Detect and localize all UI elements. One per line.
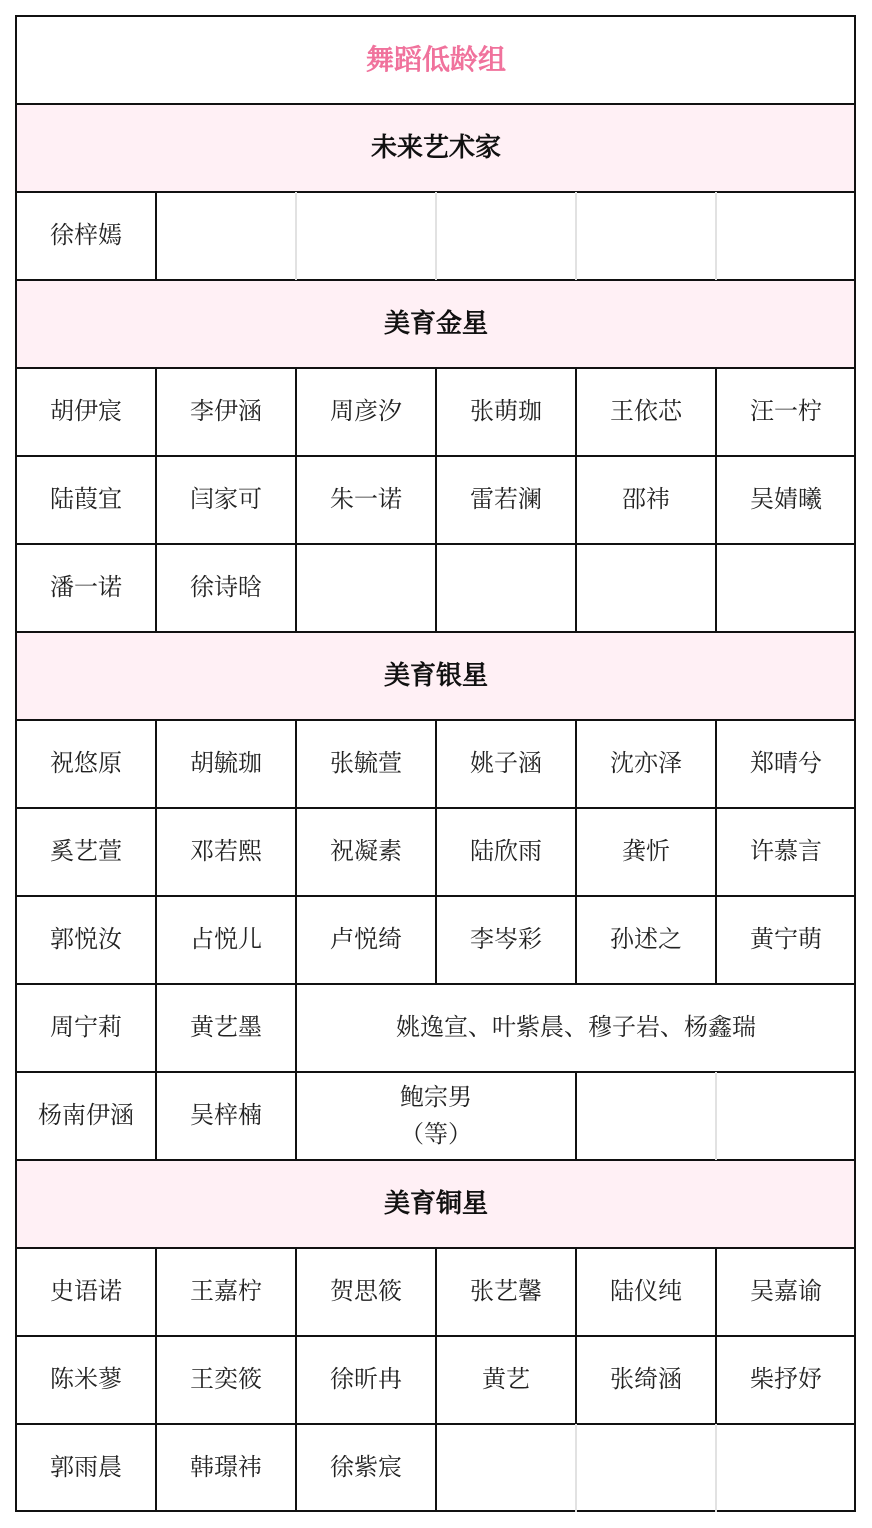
name-cell: 张绮涵	[610, 1365, 682, 1394]
grid-line	[575, 368, 577, 632]
name-cell: 奚艺萱	[50, 837, 122, 866]
grid-line	[854, 15, 856, 1512]
name-cell	[296, 192, 436, 280]
name-cell: 姚子涵	[470, 749, 542, 778]
name-cell	[576, 544, 716, 632]
grid-line	[575, 1072, 577, 1160]
name-cell: 邵祎	[622, 485, 670, 514]
grid-line	[155, 1248, 157, 1512]
merged-name-cell	[296, 1072, 576, 1160]
section-title-silver-star: 美育银星	[16, 632, 856, 720]
grid-line	[715, 1424, 717, 1512]
name-cell	[716, 1424, 856, 1512]
name-cell	[716, 192, 856, 280]
grid-line	[295, 1248, 297, 1512]
name-cell: 雷若澜	[470, 485, 542, 514]
grid-line	[715, 368, 717, 632]
name-cell: 占悦儿	[190, 925, 262, 954]
name-cell: 吴婧曦	[750, 485, 822, 514]
grid-line	[435, 1248, 437, 1512]
grid-line	[16, 15, 856, 17]
name-cell: 朱一诺	[330, 485, 402, 514]
title-row	[16, 16, 856, 104]
grid-line	[155, 368, 157, 632]
grid-line	[715, 192, 717, 280]
name-cell: 杨南伊涵	[38, 1101, 134, 1130]
name-cell: 李伊涵	[190, 397, 262, 426]
name-cell: 胡伊宸	[50, 397, 122, 426]
name-cell: 孙述之	[610, 925, 682, 954]
name-cell: 柴抒妤	[750, 1365, 822, 1394]
name-cell: 卢悦绮	[330, 925, 402, 954]
name-cell: 祝凝素	[330, 837, 402, 866]
name-cell: 王嘉柠	[190, 1277, 262, 1306]
grid-line	[295, 368, 297, 632]
name-cell: 汪一柠	[750, 397, 822, 426]
grid-line	[155, 192, 157, 280]
section-title-future-artist: 未来艺术家	[16, 104, 856, 192]
name-cell: 闫家可	[190, 485, 262, 514]
grid-line	[435, 368, 437, 632]
grid-line	[715, 1248, 717, 1424]
grid-line	[15, 15, 17, 1512]
name-cell	[436, 192, 576, 280]
name-cell: 陆欣雨	[470, 837, 542, 866]
name-cell: 徐紫宸	[330, 1453, 402, 1482]
grid-line	[435, 720, 437, 984]
section-header	[16, 1160, 856, 1248]
grid-line	[155, 720, 157, 984]
name-cell: 张艺馨	[470, 1277, 542, 1306]
name-cell: 祝悠原	[50, 749, 122, 778]
name-cell: 邓若熙	[190, 837, 262, 866]
name-cell: 张萌珈	[470, 397, 542, 426]
name-cell: 李岑彩	[470, 925, 542, 954]
grid-line	[295, 720, 297, 984]
grid-line	[435, 192, 437, 280]
award-table	[16, 16, 856, 1512]
name-cell: 郭悦汝	[50, 925, 122, 954]
name-cell	[436, 544, 576, 632]
grid-line	[16, 103, 856, 105]
name-cell: 韩璟祎	[190, 1453, 262, 1482]
name-cell: 潘一诺	[50, 573, 122, 602]
name-cell: 王依芯	[610, 397, 682, 426]
name-cell: 吴梓楠	[190, 1101, 262, 1130]
name-cell: 陆葭宜	[50, 485, 122, 514]
section-title-bronze-star: 美育铜星	[16, 1160, 856, 1248]
merged-name-cell: 姚逸宣、叶紫晨、穆子岩、杨鑫瑞	[396, 1013, 756, 1042]
name-cell: 许慕言	[750, 837, 822, 866]
grid-line	[16, 1071, 856, 1073]
name-cell: 吴嘉谕	[750, 1277, 822, 1306]
name-cell: 徐诗晗	[190, 573, 262, 602]
grid-line	[295, 192, 297, 280]
name-cell	[576, 192, 716, 280]
name-cell: 黄艺墨	[190, 1013, 262, 1042]
grid-line	[575, 1248, 577, 1424]
name-cell	[576, 1072, 716, 1160]
table-row	[16, 1072, 856, 1160]
name-cell: 黄艺	[482, 1365, 530, 1394]
table-title: 舞蹈低龄组	[365, 43, 506, 77]
name-cell	[156, 192, 296, 280]
grid-line	[16, 1159, 856, 1161]
name-cell	[716, 1072, 856, 1160]
grid-line	[295, 984, 297, 1072]
grid-line	[715, 720, 717, 984]
name-cell: 徐昕冉	[330, 1365, 402, 1394]
name-cell: 徐梓嫣	[50, 221, 122, 250]
name-cell	[716, 544, 856, 632]
name-cell: 王奕筱	[190, 1365, 262, 1394]
grid-line	[155, 984, 157, 1072]
grid-line	[575, 720, 577, 984]
name-cell	[436, 1424, 576, 1512]
name-cell: 沈亦泽	[610, 749, 682, 778]
name-cell: 周宁莉	[50, 1013, 122, 1042]
name-line: 鲍宗男	[400, 1082, 472, 1111]
name-cell: 陆仪纯	[610, 1277, 682, 1306]
name-line-note: （等）	[400, 1120, 472, 1148]
grid-line	[715, 1072, 717, 1160]
section-header	[16, 280, 856, 368]
name-cell	[576, 1424, 716, 1512]
table-row	[16, 984, 856, 1072]
section-header	[16, 104, 856, 192]
grid-line	[575, 1424, 577, 1512]
name-cell: 胡毓珈	[190, 749, 262, 778]
name-cell: 贺思筱	[330, 1277, 402, 1306]
grid-line	[575, 192, 577, 280]
name-cell: 陈米蓼	[50, 1365, 122, 1394]
section-title-gold-star: 美育金星	[16, 280, 856, 368]
name-cell: 郭雨晨	[50, 1453, 122, 1482]
name-cell	[296, 544, 436, 632]
grid-line	[295, 1072, 297, 1160]
name-cell: 龚忻	[622, 837, 670, 866]
name-cell: 史语诺	[50, 1277, 122, 1306]
grid-line	[155, 1072, 157, 1160]
name-cell: 张毓萱	[330, 749, 402, 778]
name-cell: 郑晴兮	[750, 749, 822, 778]
name-cell: 黄宁萌	[750, 925, 822, 954]
section-header	[16, 632, 856, 720]
name-cell: 周彦汐	[330, 397, 402, 426]
